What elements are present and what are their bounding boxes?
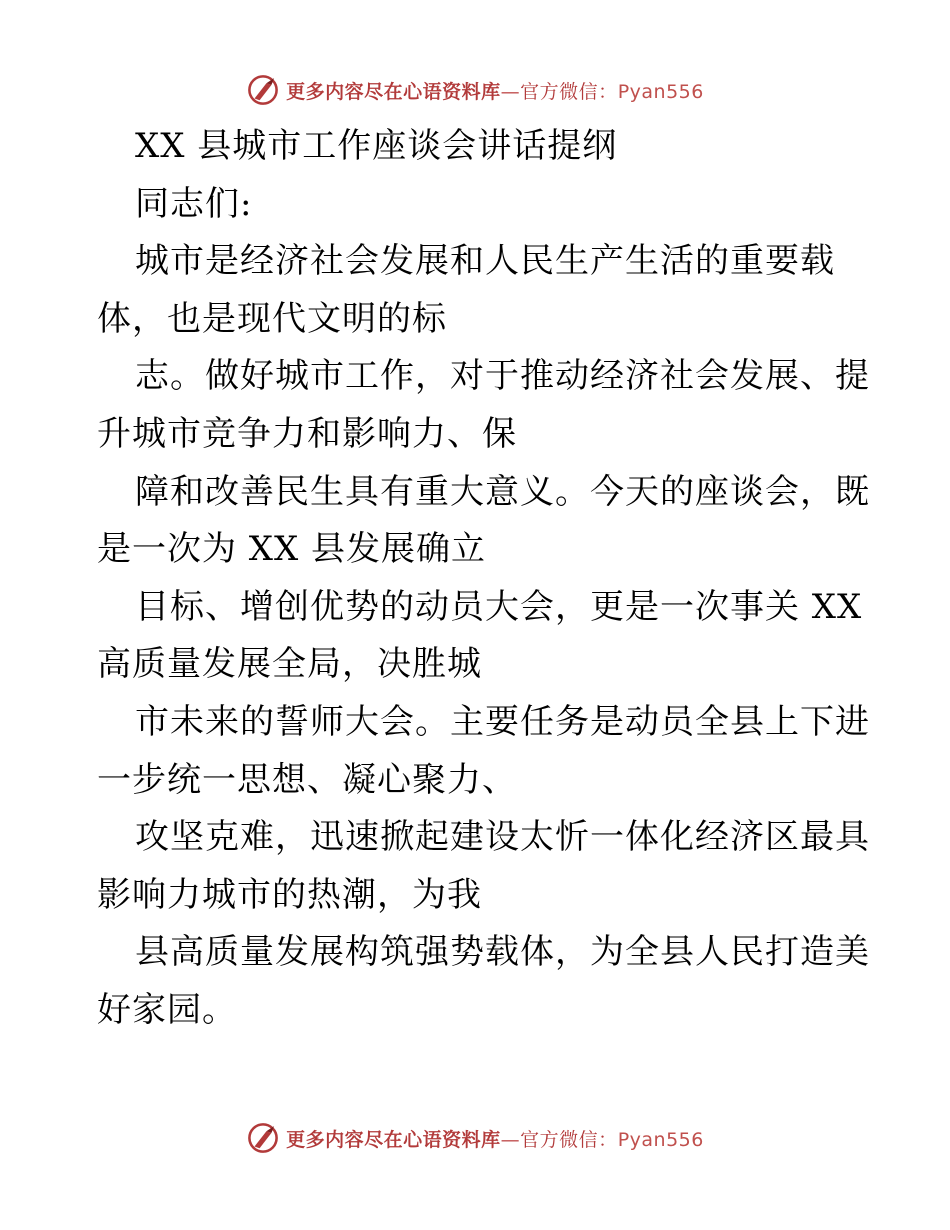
banner-separator: — bbox=[500, 1128, 521, 1151]
paragraph-line: 升城市竞争力和影响力、保 bbox=[97, 413, 517, 454]
paragraph-line: 攻坚克难，迅速掀起建设太忻一体化经济区最具 bbox=[135, 817, 870, 858]
salutation: 同志们: bbox=[135, 183, 253, 224]
quill-logo-icon bbox=[246, 73, 280, 107]
banner-separator: — bbox=[500, 80, 521, 103]
paragraph-line: 好家园。 bbox=[97, 989, 237, 1030]
banner-wechat-label: 官方微信： bbox=[520, 1128, 618, 1151]
quill-logo-icon bbox=[246, 1121, 280, 1155]
paragraph-line: 影响力城市的热潮，为我 bbox=[97, 874, 482, 915]
banner-wechat-label: 官方微信： bbox=[520, 80, 618, 103]
paragraph-line: 一步统一思想、凝心聚力、 bbox=[97, 759, 517, 800]
footer-banner bbox=[0, 1118, 950, 1158]
header-banner bbox=[0, 70, 950, 110]
banner-library-text: 更多内容尽在心语资料库 bbox=[286, 80, 501, 103]
banner-wechat-id: Pyan556 bbox=[617, 1128, 704, 1151]
banner-text bbox=[286, 77, 704, 104]
paragraph-line: 高质量发展全局，决胜城 bbox=[97, 644, 482, 685]
paragraph-line: 志。做好城市工作，对于推动经济社会发展、提 bbox=[135, 356, 870, 397]
paragraph-line: 市未来的誓师大会。主要任务是动员全县上下进 bbox=[135, 701, 870, 742]
banner-text bbox=[286, 1125, 704, 1152]
paragraph-line: 目标、增创优势的动员大会，更是一次事关 XX bbox=[135, 586, 863, 627]
paragraph-line: 城市是经济社会发展和人民生产生活的重要载 bbox=[135, 241, 835, 282]
paragraph-line: 障和改善民生具有重大意义。今天的座谈会，既 bbox=[135, 471, 870, 512]
paragraph-line: 体，也是现代文明的标 bbox=[97, 298, 447, 339]
document-body bbox=[97, 118, 870, 1040]
paragraph-line: 县高质量发展构筑强势载体，为全县人民打造美 bbox=[135, 932, 870, 973]
banner-library-text: 更多内容尽在心语资料库 bbox=[286, 1128, 501, 1151]
document-title: XX 县城市工作座谈会讲话提纲 bbox=[135, 126, 618, 166]
banner-wechat-id: Pyan556 bbox=[617, 80, 704, 103]
paragraph-line: 是一次为 XX 县发展确立 bbox=[97, 529, 487, 570]
